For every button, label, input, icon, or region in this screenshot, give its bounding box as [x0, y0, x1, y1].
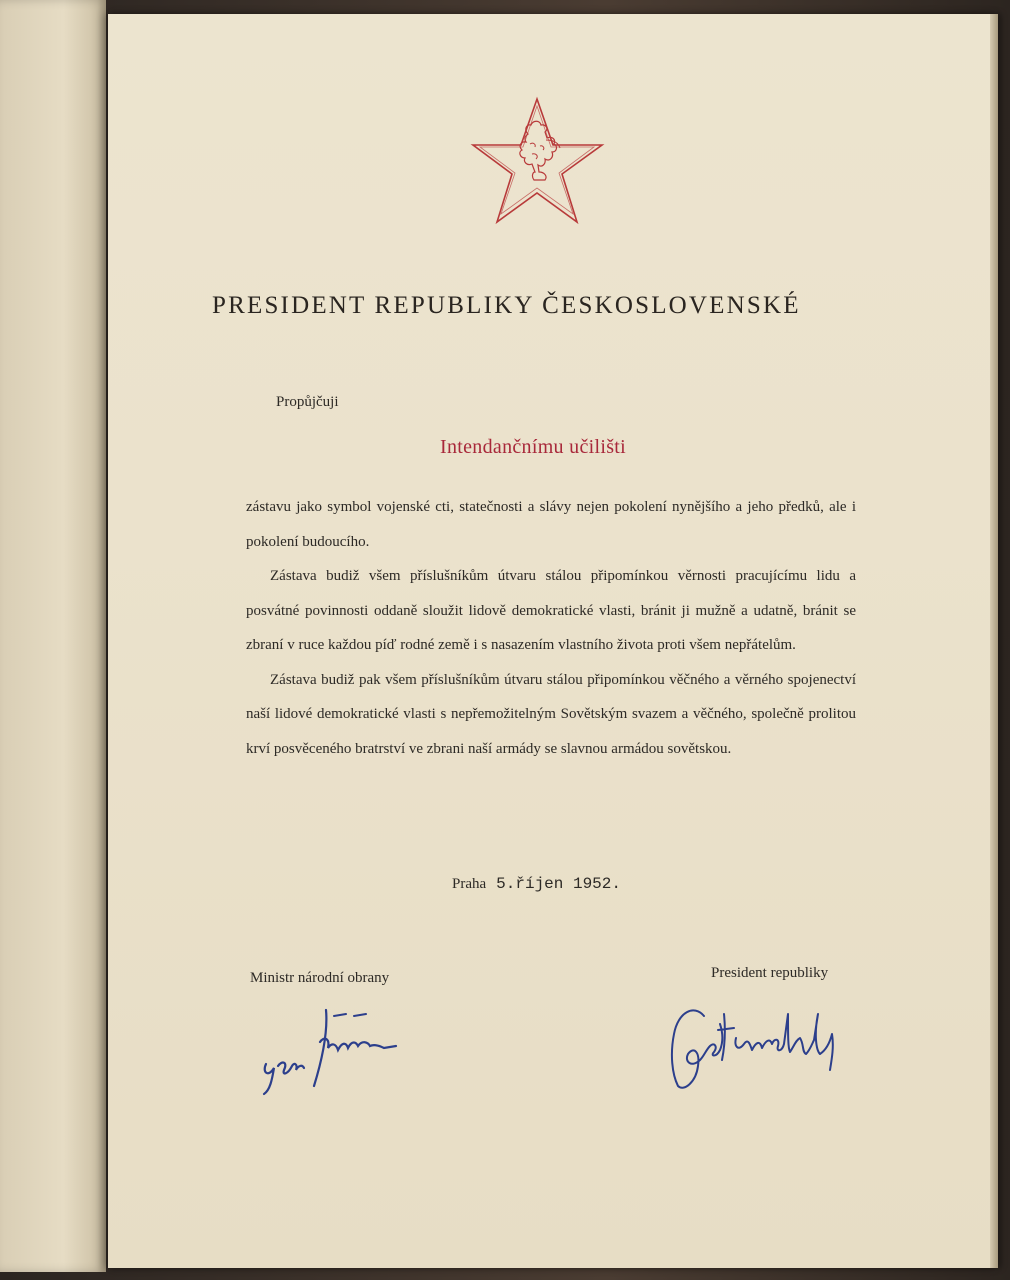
lion-icon: [520, 121, 557, 180]
facing-page: [0, 0, 106, 1272]
recipient-name: Intendančnímu učilišti: [440, 436, 627, 458]
date-city: Praha: [452, 876, 487, 892]
signatory-title-president: President republiky: [711, 965, 829, 981]
paragraph: zástavu jako symbol vojenské cti, statečnosti a slávy nejen pokolení nynějšího a jeho předků, ale i pokolení budoucího.: [246, 499, 856, 550]
grant-verb: Propůjčuji: [276, 394, 339, 410]
paragraph: Zástava budiž pak všem příslušníkům útvaru stálou připomínkou věčného a věrného spojenectví naší lidové demokratické vlasti s nepřemožitelným Sovětským svazem a věčného, společně prolitou krví posvěceného bratrství ve zbrani naší armády se slavnou armádou sovětskou.: [246, 671, 856, 757]
document-heading: PRESIDENT REPUBLIKY ČESKOSLOVENSKÉ: [212, 292, 801, 319]
page-edge: [990, 14, 998, 1268]
state-emblem-star: [470, 96, 608, 228]
paragraph: Zástava budiž všem příslušníkům útvaru stálou připomínkou věrnosti pracujícímu lidu a posvátné povinnosti oddaně sloužit lidově demokratické vlasti, bránit ji mužně a udatně, bránit se zbraní v ruce každou píď rodné země i s nasazením vlastního života proti všem nepřátelům.: [246, 568, 856, 653]
signature-president: [664, 994, 854, 1094]
document-body: [246, 490, 856, 766]
signatory-title-minister: Ministr národní obrany: [250, 970, 390, 986]
date-value: 5.říjen 1952.: [496, 875, 621, 893]
signature-minister: [258, 1002, 408, 1098]
place-and-date: [452, 874, 621, 893]
